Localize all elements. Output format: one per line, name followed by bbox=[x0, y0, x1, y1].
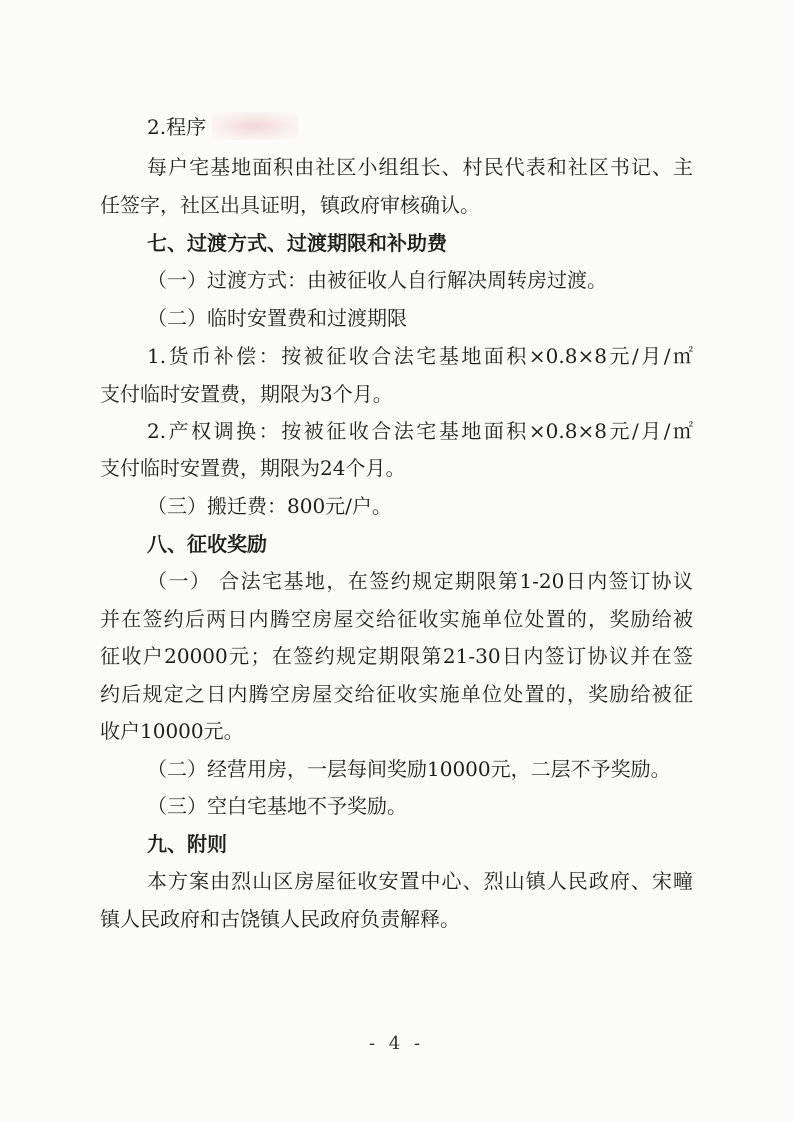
text-line-1: 2.程序 bbox=[147, 115, 207, 139]
text-line-6: （二）临时安置费和过渡期限 bbox=[147, 306, 407, 330]
text-line-11: （三）搬迁费：800元/户。 bbox=[147, 494, 392, 518]
section-heading-8: 八、征收奖励 bbox=[147, 532, 267, 556]
text-line-3: 任签字，社区出具证明，镇政府审核确认。 bbox=[100, 193, 480, 217]
text-line-14: 并在签约后两日内腾空房屋交给征收实施单位处置的，奖励给被 bbox=[100, 607, 693, 631]
text-line-10: 支付临时安置费，期限为24个月。 bbox=[100, 456, 406, 480]
text-line-2: 每户宅基地面积由社区小组组长、村民代表和社区书记、主 bbox=[147, 155, 693, 179]
text-line-8: 支付临时安置费，期限为3个月。 bbox=[100, 382, 393, 406]
text-line-21: 本方案由烈山区房屋征收安置中心、烈山镇人民政府、宋疃 bbox=[147, 869, 693, 893]
text-line-7: 1.货币补偿：按被征收合法宅基地面积×0.8×8元/月/㎡ bbox=[147, 344, 693, 368]
page-number: - 4 - bbox=[368, 1033, 425, 1054]
section-heading-7: 七、过渡方式、过渡期限和补助费 bbox=[147, 231, 447, 255]
text-line-13: （一） 合法宅基地，在签约规定期限第1-20日内签订协议 bbox=[147, 569, 693, 593]
text-line-5: （一）过渡方式：由被征收人自行解决周转房过渡。 bbox=[147, 268, 607, 292]
text-line-15: 征收户20000元；在签约规定期限第21-30日内签订协议并在签 bbox=[100, 644, 693, 668]
text-line-22: 镇人民政府和古饶镇人民政府负责解释。 bbox=[100, 907, 460, 931]
text-line-18: （二）经营用房，一层每间奖励10000元，二层不予奖励。 bbox=[147, 757, 671, 781]
text-line-16: 约后规定之日内腾空房屋交给征收实施单位处置的，奖励给被征 bbox=[100, 682, 693, 706]
text-line-19: （三）空白宅基地不予奖励。 bbox=[147, 794, 407, 818]
text-line-17: 收户10000元。 bbox=[100, 719, 244, 743]
text-line-9: 2.产权调换：按被征收合法宅基地面积×0.8×8元/月/㎡ bbox=[147, 419, 693, 443]
section-heading-9: 九、附则 bbox=[147, 832, 227, 856]
